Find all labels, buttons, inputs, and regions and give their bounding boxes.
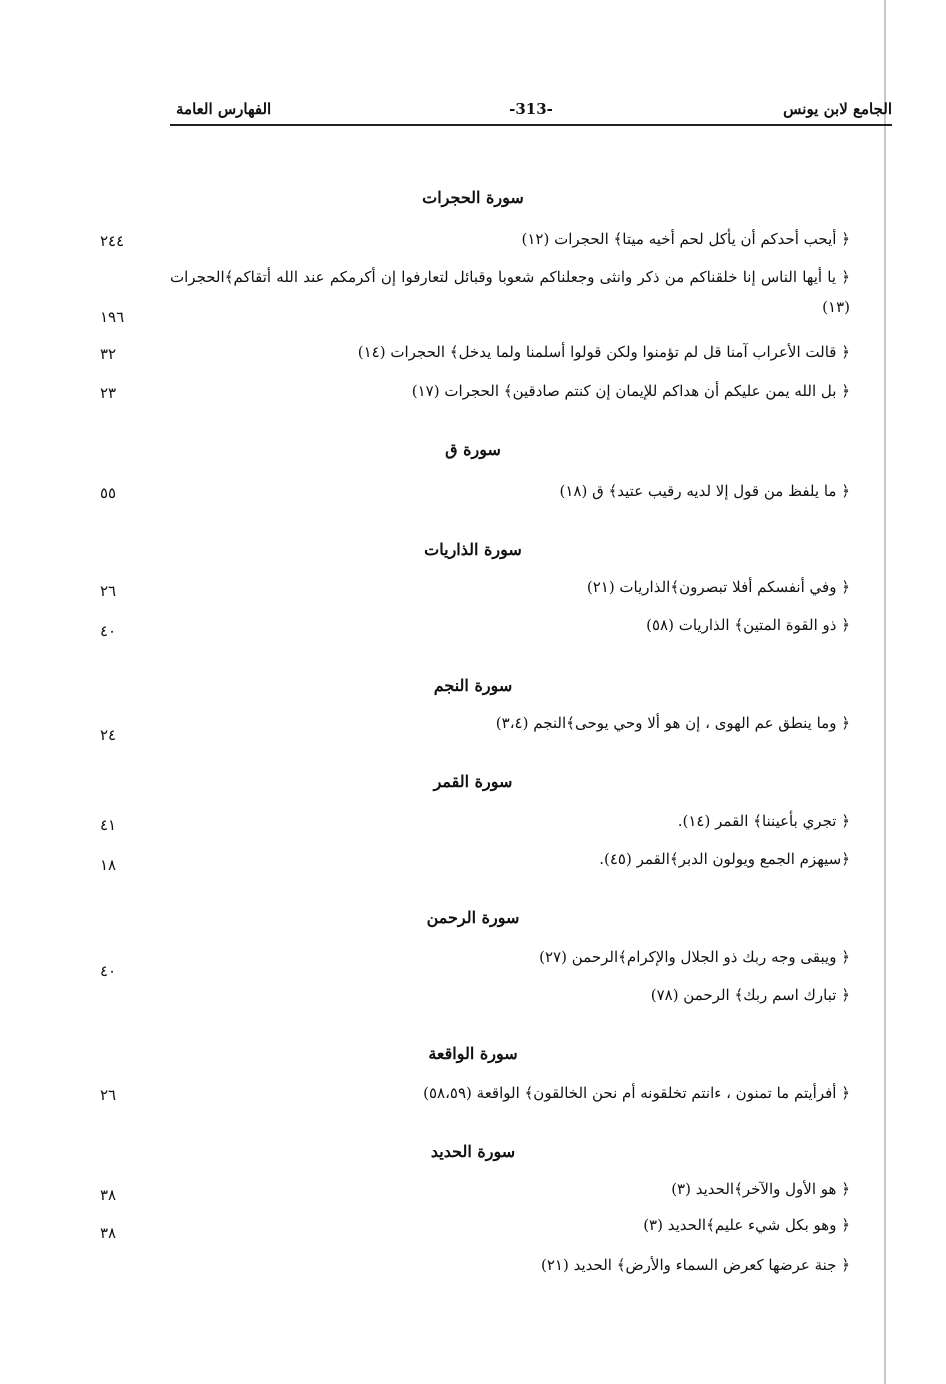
book-title: الجامع لابن يونس [783,100,892,118]
verse-text: ﴿ وفي أنفسكم أفلا تبصرون﴾الذاريات (٢١) [586,578,850,596]
verse-page-ref: ٤١ [100,816,117,834]
verse-text: ﴿ أيحب أحدكم أن يأكل لحم أخيه ميتا﴾ الحجرات (١٢) [521,230,850,248]
verse-text: ﴿ أفرأيتم ما تمنون ، ءانتم تخلقونه أم نحن الخالقون﴾ الواقعة (٥٨،٥٩) [423,1084,850,1102]
verse-page-ref: ٣٨ [100,1186,117,1204]
verse-text: ﴿ هو الأول والآخر﴾الحديد (٣) [671,1180,850,1198]
verse-page-ref: ٣٨ [100,1224,117,1242]
verse-page-ref: ٤٠ [100,622,117,640]
surah-title: سورة الحجرات [422,188,524,207]
verse-text: ﴿ تجري بأعيننا﴾ القمر (١٤). [677,812,850,830]
surah-title: سورة الذاريات [424,540,522,559]
verse-text: ﴿ جنة عرضها كعرض السماء والأرض﴾ الحديد (٢١) [541,1256,850,1274]
verse-page-ref: ٤٠ [100,962,117,980]
verse-text: ﴿ تبارك اسم ربك﴾ الرحمن (٧٨) [650,986,850,1004]
page-header [170,96,892,126]
verse-text: ﴿ ما يلفظ من قول إلا لديه رقيب عتيد﴾ ق (١٨) [559,482,850,500]
verse-text: ﴿ ذو القوة المتين﴾ الذاريات (٥٨) [646,616,850,634]
verse-page-ref: ١٨ [100,856,117,874]
verse-text: ﴿ يا أيها الناس إنا خلقناكم من ذكر وانثى وجعلناكم شعوبا وقبائل لتعارفوا إن أكرمكم عند الله أتقاكم﴾الحجرات (١٣) [170,268,850,316]
verse-page-ref: ٢٤ [100,726,117,744]
page-number: -313- [509,100,553,118]
verse-text: ﴿ وهو بكل شيء عليم﴾الحديد (٣) [643,1216,850,1234]
verse-text: ﴿ ويبقى وجه ربك ذو الجلال والإكرام﴾الرحمن (٢٧) [539,948,850,966]
surah-title: سورة النجم [433,676,513,695]
verse-text: ﴿ بل الله يمن عليكم أن هداكم للإيمان إن كنتم صادقين﴾ الحجرات (١٧) [411,382,850,400]
verse-page-ref: ٢٤٤ [100,232,125,250]
verse-text: ﴿سيهزم الجمع ويولون الدبر﴾القمر (٤٥). [599,850,850,868]
surah-title: سورة الواقعة [428,1044,518,1063]
surah-title: سورة ق [445,440,501,459]
surah-title: سورة القمر [433,772,513,791]
verse-page-ref: ٢٦ [100,1086,117,1104]
verse-page-ref: ١٩٦ [100,308,125,326]
surah-title: سورة الحديد [430,1142,516,1161]
surah-title: سورة الرحمن [426,908,520,927]
verse-page-ref: ٢٦ [100,582,117,600]
section-title: الفهارس العامة [176,100,272,118]
verse-text: ﴿ وما ينطق عم الهوى ، إن هو ألا وحي يوحى﴾النجم (٣،٤) [495,714,850,732]
verse-page-ref: ٢٣ [100,384,117,402]
verse-page-ref: ٥٥ [100,484,117,502]
verse-text: ﴿ قالت الأعراب آمنا قل لم تؤمنوا ولكن قولوا أسلمنا ولما يدخل﴾ الحجرات (١٤) [357,343,850,361]
verse-page-ref: ٣٢ [100,345,117,363]
